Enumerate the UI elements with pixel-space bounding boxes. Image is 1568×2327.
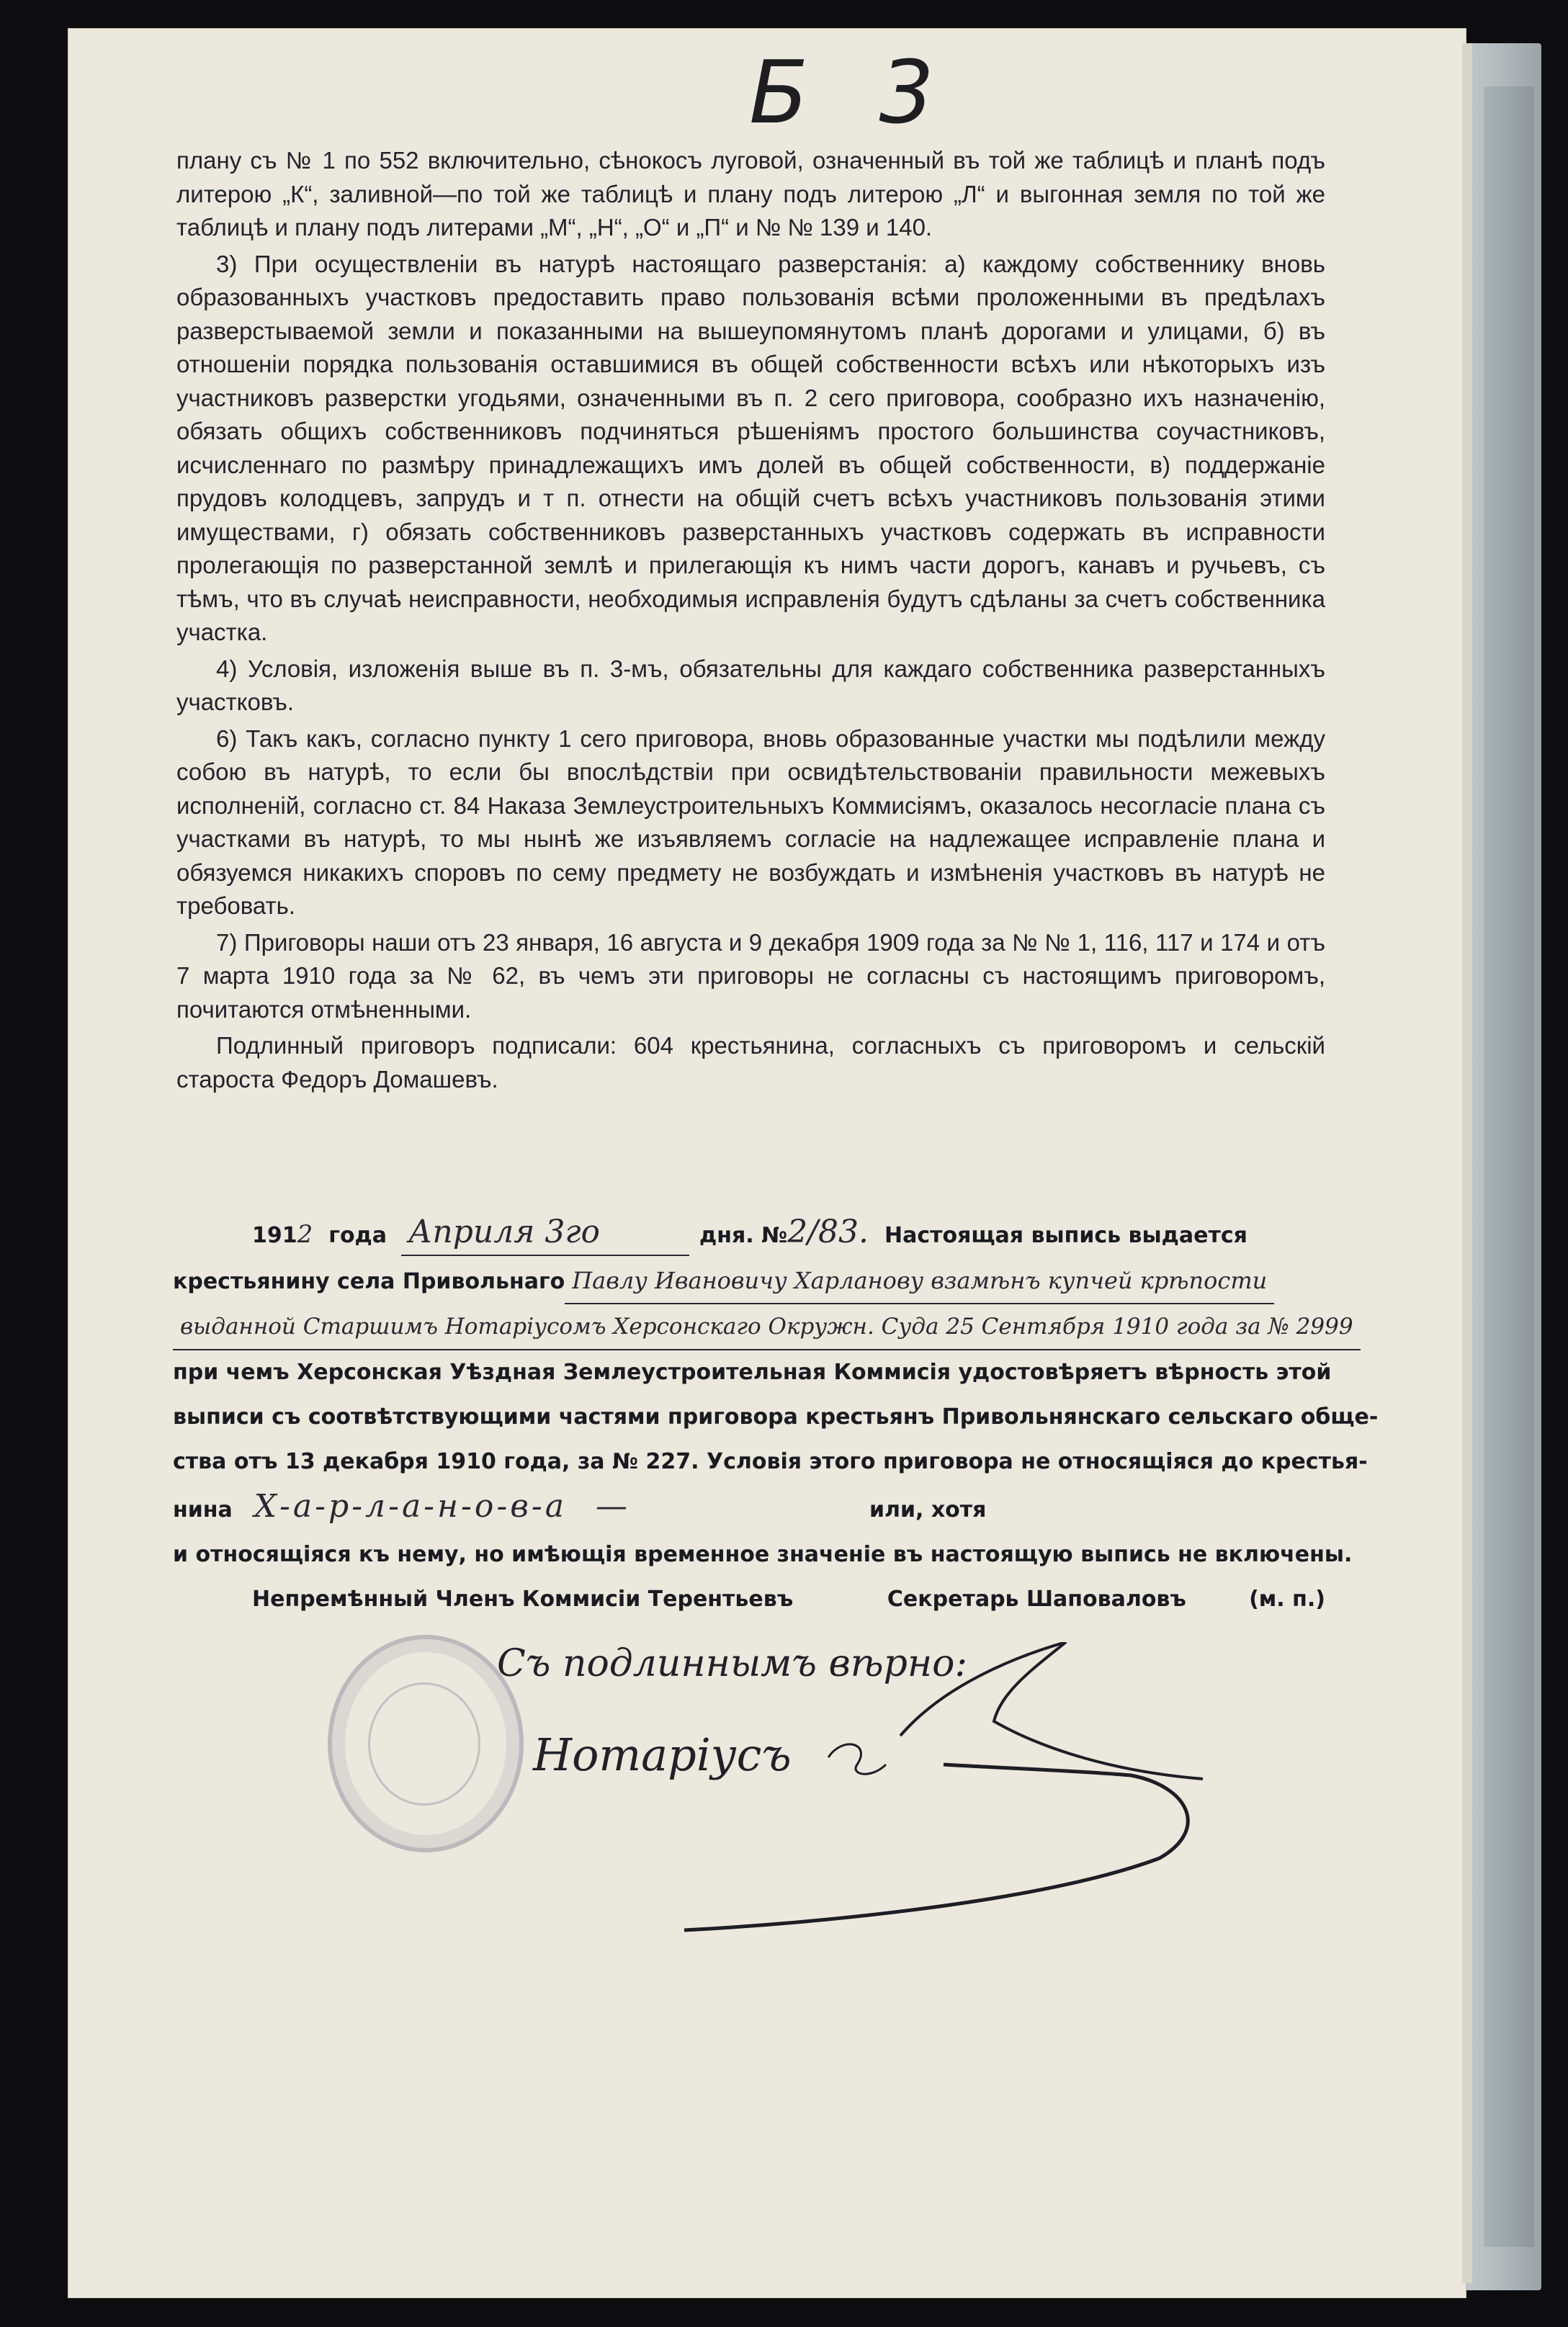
peasant-handwritten-2: выданной Старшимъ Нотаріусомъ Херсонскаго Окружн. Суда 25 Сентября 1910 года за № 2999 (173, 1304, 1361, 1350)
notary-title: Нотаріусъ (533, 1729, 792, 1781)
or-though-text: или, хотя (869, 1497, 987, 1523)
final-text: и относящіяся къ нему, но имѣющія временное значеніе въ настоящую выпись не включены. (173, 1542, 1353, 1567)
word-day-number: дня. № (699, 1223, 788, 1248)
paragraph-3: 3) При осуществленіи въ натурѣ настоящаго разверстанія: а) каждому собственнику вновь образованныхъ участковъ предоставить право пользованія всѣми проложенными въ предѣлахъ разверстываемой земли и показанными на вышеупомянутомъ планѣ дорогами и улицами, б) въ отношеніи порядка пользованія оставшимися въ общей собственности всѣхъ или нѣкоторыхъ изъ участниковъ разверстки угодьями, означенными въ п. 2 сего приговора, сообразно ихъ назначенію, обязать общихъ собственниковъ подчиняться рѣшеніямъ простого большинства соучастниковъ, исчисленнаго по размѣру принадлежащихъ имъ долей въ общей собственности, в) поддержаніе прудовъ колодцевъ, запрудъ и т п. отнести на общій счетъ всѣхъ участниковъ пользованія этими имуществами, г) обязать собственниковъ разверстанныхъ участковъ содержать въ исправности пролегающія по разверстанной землѣ и прилегающія къ нимъ части дорогъ, канавъ и ручьевъ, съ тѣмъ, что въ случаѣ неисправности, необходимыя исправленія будутъ сдѣланы за счетъ собственника участка. (176, 250, 1325, 645)
seal-place-mark: (м. п.) (1249, 1587, 1325, 1612)
member-signature-text: Непремѣнный Членъ Коммисіи Терентьевъ (252, 1587, 794, 1612)
paragraph-7: 7) Приговоры наши отъ 23 января, 16 августа и 9 декабря 1909 года за № № 1, 116, 117 и 174 и отъ 7 марта 1910 года за № 62, въ чемъ эти приговоры не согласны съ настоящимъ приговоромъ, почитаются отмѣненными. (176, 928, 1325, 1023)
dash-handwritten: — (595, 1488, 627, 1525)
seal-emblem (368, 1682, 480, 1806)
year-handwritten: 2 (297, 1220, 313, 1249)
peasant-word: нина (173, 1497, 233, 1523)
signatories-line (173, 1577, 1325, 1622)
issued-text: Настоящая выпись выдается (884, 1223, 1247, 1248)
notary-signature-flourish (497, 1642, 1289, 1945)
certify-line-2 (173, 1395, 1379, 1440)
paragraph-6: 6) Такъ какъ, согласно пункту 1 сего приговора, вновь образованные участки мы подѣлили между собою въ натурѣ, то если бы впослѣдствіи при освидѣтельствованіи правильности межевыхъ исполненій, согласно ст. 84 Наказа Землеустроительныхъ Коммисіямъ, оказалось несогласіе плана съ участками въ натурѣ, то мы нынѣ же изъявляемъ согласіе на надлежащее исправленіе плана и обязуемся никакихъ споровъ по сему предмету не возбуждать и измѣненія участковъ въ натурѣ не требовать. (176, 725, 1325, 919)
certify-text-1: при чемъ Херсонская Уѣздная Землеустроительная Коммисія удостовѣряетъ вѣрность этой (173, 1360, 1332, 1385)
attestation-text: Съ подлиннымъ вѣрно: (497, 1642, 967, 1685)
paragraph-land-plan: плану съ № 1 по 552 включительно, сѣнокосъ луговой, означенный въ той же таблицѣ и планѣ подъ литерою „К“, заливной—по той же таблицѣ и плану подъ литерою „Л“ и выгонная земля по той же таблицѣ и плану подъ литерами „М“, „Н“, „О“ и „П“ и № № 139 и 140. (176, 147, 1325, 241)
word-year: года (328, 1223, 387, 1248)
certify-line-1 (173, 1350, 1332, 1395)
notary-seal-stamp (328, 1635, 524, 1852)
name-handwritten: Х-а-р-л-а-н-о-в-а (254, 1488, 567, 1525)
peasant-label: крестьянину села Привольнаго (173, 1269, 565, 1294)
peasant-line-2 (173, 1304, 1353, 1350)
certify-text-2: выписи съ соотвѣтствующими частями приговора крестьянъ Привольнянскаго сельскаго обще- (173, 1404, 1379, 1430)
number-handwritten: 2/83. (787, 1214, 869, 1250)
page-edge (1462, 43, 1472, 2283)
certify-text-3: ства отъ 13 декабря 1910 года, за № 227. Условія этого приговора не относящіяся до крестья- (173, 1449, 1368, 1474)
extract-date-line (173, 1210, 1325, 1258)
notary-attestation (497, 1642, 1289, 1945)
extract-block (173, 1210, 1379, 1622)
secretary-signature-text: Секретарь Шаповаловъ (887, 1587, 1186, 1612)
final-line (173, 1533, 1353, 1577)
paragraph-4: 4) Условія, изложенія выше въ п. 3-мъ, обязательны для каждаго собственника разверстанныхъ участковъ. (176, 655, 1325, 715)
page-mark: Б 3 (749, 43, 956, 143)
back-sheet-edge (1484, 86, 1534, 2247)
year-prefix: 191 (252, 1223, 297, 1248)
decree-body (176, 144, 1325, 1096)
certify-line-3 (173, 1440, 1368, 1484)
peasant-handwritten-1: Павлу Ивановичу Харланову взамѣнъ купчей крѣпости (565, 1258, 1274, 1304)
name-line (173, 1484, 1325, 1533)
paragraph-signed: Подлинный приговоръ подписали: 604 крестьянина, согласныхъ съ приговоромъ и сельскій староста Федоръ Домашевъ. (176, 1032, 1325, 1093)
peasant-line (173, 1258, 1325, 1304)
month-handwritten: Априля 3го (401, 1210, 689, 1256)
